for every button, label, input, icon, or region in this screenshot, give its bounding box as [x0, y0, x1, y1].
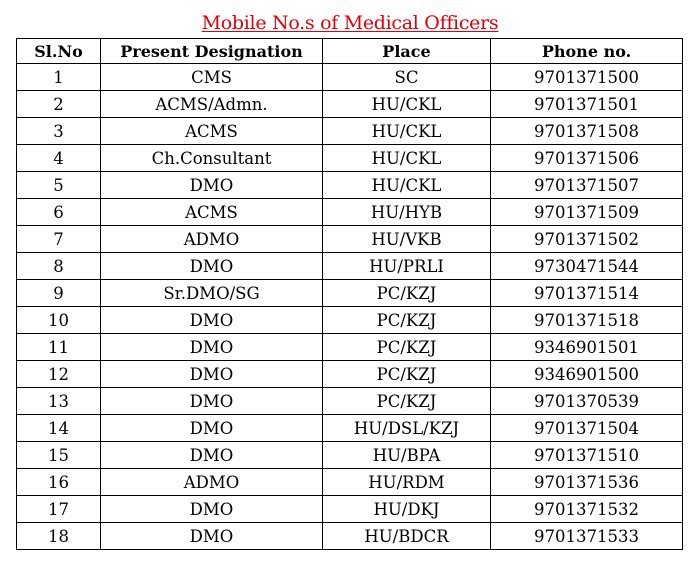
table-row — [17, 442, 683, 469]
cell-phone: 9701371533 — [491, 523, 683, 550]
cell-sl-no: 10 — [17, 307, 101, 334]
table-row — [17, 199, 683, 226]
cell-phone: 9346901500 — [491, 361, 683, 388]
header-sl-no: Sl.No — [17, 39, 101, 64]
table-row — [17, 118, 683, 145]
cell-place: HU/DSL/KZJ — [323, 415, 491, 442]
cell-sl-no: 18 — [17, 523, 101, 550]
cell-sl-no: 9 — [17, 280, 101, 307]
cell-designation: DMO — [101, 442, 323, 469]
cell-place: HU/VKB — [323, 226, 491, 253]
cell-designation: ACMS — [101, 199, 323, 226]
table-row — [17, 307, 683, 334]
cell-phone: 9701371514 — [491, 280, 683, 307]
cell-phone: 9346901501 — [491, 334, 683, 361]
cell-designation: DMO — [101, 172, 323, 199]
cell-place: HU/PRLI — [323, 253, 491, 280]
cell-designation: ACMS — [101, 118, 323, 145]
cell-phone: 9701370539 — [491, 388, 683, 415]
table-row — [17, 226, 683, 253]
cell-place: HU/CKL — [323, 118, 491, 145]
table-row — [17, 145, 683, 172]
table-row — [17, 253, 683, 280]
cell-phone: 9701371536 — [491, 469, 683, 496]
table-row — [17, 280, 683, 307]
medical-officers-table — [16, 38, 683, 550]
cell-sl-no: 1 — [17, 64, 101, 91]
cell-sl-no: 7 — [17, 226, 101, 253]
cell-sl-no: 17 — [17, 496, 101, 523]
cell-place: PC/KZJ — [323, 280, 491, 307]
cell-place: PC/KZJ — [323, 334, 491, 361]
cell-phone: 9701371500 — [491, 64, 683, 91]
cell-designation: Ch.Consultant — [101, 145, 323, 172]
table-row — [17, 334, 683, 361]
cell-place: HU/RDM — [323, 469, 491, 496]
cell-designation: DMO — [101, 361, 323, 388]
cell-designation: Sr.DMO/SG — [101, 280, 323, 307]
cell-designation: DMO — [101, 307, 323, 334]
cell-phone: 9701371510 — [491, 442, 683, 469]
cell-place: HU/HYB — [323, 199, 491, 226]
cell-phone: 9701371506 — [491, 145, 683, 172]
cell-place: PC/KZJ — [323, 361, 491, 388]
cell-sl-no: 6 — [17, 199, 101, 226]
header-designation: Present Designation — [101, 39, 323, 64]
cell-sl-no: 16 — [17, 469, 101, 496]
table-row — [17, 388, 683, 415]
table-row — [17, 172, 683, 199]
cell-phone: 9701371504 — [491, 415, 683, 442]
document-title: Mobile No.s of Medical Officers — [201, 12, 499, 34]
header-place: Place — [323, 39, 491, 64]
cell-sl-no: 13 — [17, 388, 101, 415]
cell-designation: ADMO — [101, 226, 323, 253]
header-row — [17, 39, 683, 64]
cell-phone: 9730471544 — [491, 253, 683, 280]
cell-place: HU/CKL — [323, 145, 491, 172]
cell-phone: 9701371518 — [491, 307, 683, 334]
cell-designation: DMO — [101, 523, 323, 550]
table-row — [17, 496, 683, 523]
cell-place: HU/CKL — [323, 91, 491, 118]
cell-place: HU/BDCR — [323, 523, 491, 550]
cell-sl-no: 4 — [17, 145, 101, 172]
cell-sl-no: 3 — [17, 118, 101, 145]
cell-designation: DMO — [101, 334, 323, 361]
cell-place: PC/KZJ — [323, 388, 491, 415]
table-row — [17, 415, 683, 442]
cell-phone: 9701371532 — [491, 496, 683, 523]
cell-designation: DMO — [101, 253, 323, 280]
cell-sl-no: 8 — [17, 253, 101, 280]
cell-designation: ACMS/Admn. — [101, 91, 323, 118]
table-row — [17, 64, 683, 91]
table-row — [17, 523, 683, 550]
table-row — [17, 469, 683, 496]
cell-sl-no: 14 — [17, 415, 101, 442]
cell-designation: DMO — [101, 388, 323, 415]
cell-phone: 9701371507 — [491, 172, 683, 199]
cell-phone: 9701371501 — [491, 91, 683, 118]
cell-designation: DMO — [101, 496, 323, 523]
cell-phone: 9701371508 — [491, 118, 683, 145]
cell-designation: ADMO — [101, 469, 323, 496]
header-phone: Phone no. — [491, 39, 683, 64]
cell-sl-no: 2 — [17, 91, 101, 118]
cell-place: HU/DKJ — [323, 496, 491, 523]
cell-designation: DMO — [101, 415, 323, 442]
cell-phone: 9701371509 — [491, 199, 683, 226]
cell-designation: CMS — [101, 64, 323, 91]
cell-place: PC/KZJ — [323, 307, 491, 334]
cell-sl-no: 12 — [17, 361, 101, 388]
cell-sl-no: 15 — [17, 442, 101, 469]
cell-place: HU/CKL — [323, 172, 491, 199]
cell-phone: 9701371502 — [491, 226, 683, 253]
table-row — [17, 91, 683, 118]
cell-place: SC — [323, 64, 491, 91]
table-row — [17, 361, 683, 388]
cell-place: HU/BPA — [323, 442, 491, 469]
cell-sl-no: 11 — [17, 334, 101, 361]
cell-sl-no: 5 — [17, 172, 101, 199]
